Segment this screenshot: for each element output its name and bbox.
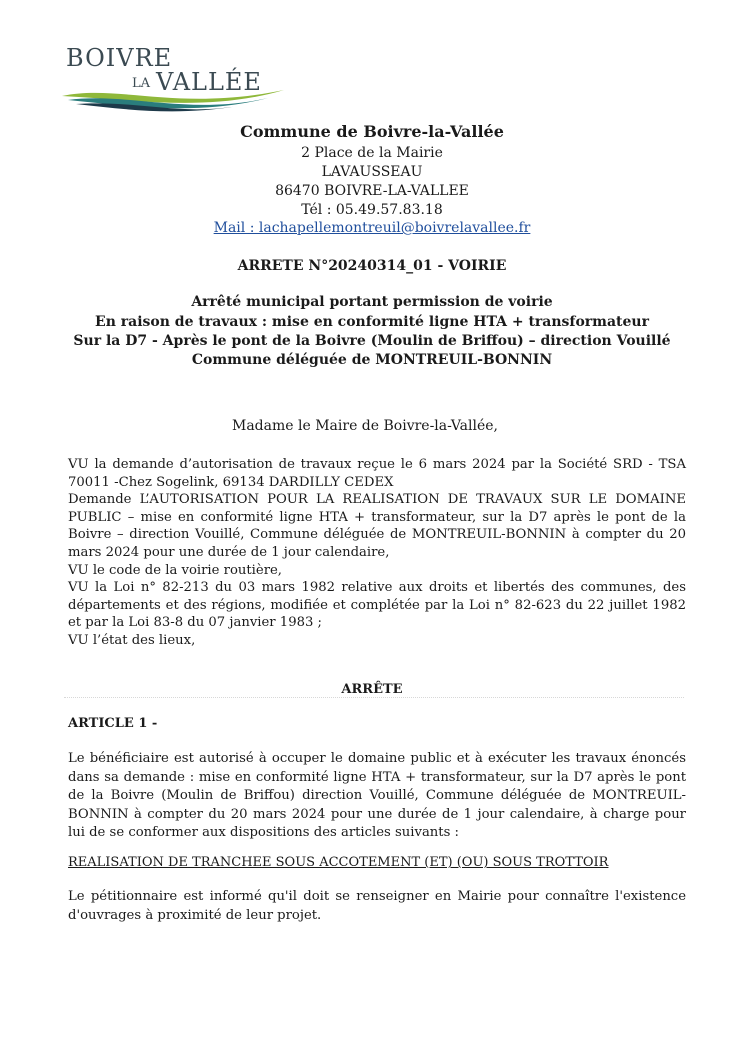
section-heading: REALISATION DE TRANCHEE SOUS ACCOTEMENT (ET) (OU) SOUS TROTTOIR [68,855,609,870]
logo-swoosh-icon [58,82,288,116]
mail-link[interactable]: Mail : lachapellemontreuil@boivrelavallee.fr [213,220,531,236]
mayor-salutation: Madame le Maire de Boivre-la-Vallée, [232,418,498,434]
commune-name: Commune de Boivre-la-Vallée [240,122,504,141]
address-line: 2 Place de la Mairie [301,145,443,161]
visa-paragraph: VU la demande d’autorisation de travaux reçue le 6 mars 2024 par la Société SRD - TSA 70011 -Chez Sogelink, 69134 DARDILLY CEDEX [68,457,686,490]
visa-paragraph: Demande L’AUTORISATION POUR LA REALISATION DE TRAVAUX SUR LE DOMAINE PUBLIC – mise en conformité ligne HTA + transformateur, sur la D7 après le pont de la Boivre – direction Vouillé, Commune déléguée de MONTREUIL-BONNIN à compter du 20 mars 2024 pour une durée de 1 jour calendaire, [68,492,686,560]
subject-line: Arrêté municipal portant permission de voirie [191,294,553,310]
logo-word-boivre: BOIVRE [66,44,173,72]
subject-line: Commune déléguée de MONTREUIL-BONNIN [191,352,553,368]
locality-line: LAVAUSSEAU [321,164,423,180]
visa-block [68,456,686,650]
logo-word-la: LA [132,76,151,91]
divider [64,697,684,698]
logo-word-vallee: VALLÉE [156,68,262,96]
arrete-heading: ARRÊTE [341,682,403,697]
subject-line: Sur la D7 - Après le pont de la Boivre (Moulin de Briffou) – direction Vouillé [73,333,671,349]
article-notice: Le pétitionnaire est informé qu'il doit se renseigner en Mairie pour connaître l'existence d'ouvrages à proximité de leur projet. [68,889,686,923]
arrete-number: ARRETE N°20240314_01 - VOIRIE [237,258,507,274]
article-body: Le bénéficiaire est autorisé à occuper le domaine public et à exécuter les travaux énoncés dans sa demande : mise en conformité ligne HTA + transformateur, sur la D7 après le pont de la Boivre (Moulin de Briffou) direction Vouillé, Commune déléguée de MONTREUIL-BONNIN à compter du 20 mars 2024 pour une durée de 1 jour calendaire, à charge pour lui de se conformer aux dispositions des articles suivants : [68,751,686,840]
visa-paragraph: VU le code de la voirie routière, [68,562,283,578]
phone-line: Tél : 05.49.57.83.18 [301,202,443,218]
article-title: ARTICLE 1 - [68,716,158,731]
commune-logo [58,40,288,130]
visa-paragraph: VU la Loi n° 82-213 du 03 mars 1982 relative aux droits et libertés des communes, des départements et des régions, modifiée et complétée par la Loi n° 82-623 du 22 juillet 1982 et par la Loi 83-8 du 07 janvier 1983 ; [68,580,686,631]
postcode-line: 86470 BOIVRE-LA-VALLEE [275,183,469,199]
visa-paragraph: VU l’état des lieux, [68,632,196,648]
subject-line: En raison de travaux : mise en conformité ligne HTA + transformateur [95,314,649,330]
